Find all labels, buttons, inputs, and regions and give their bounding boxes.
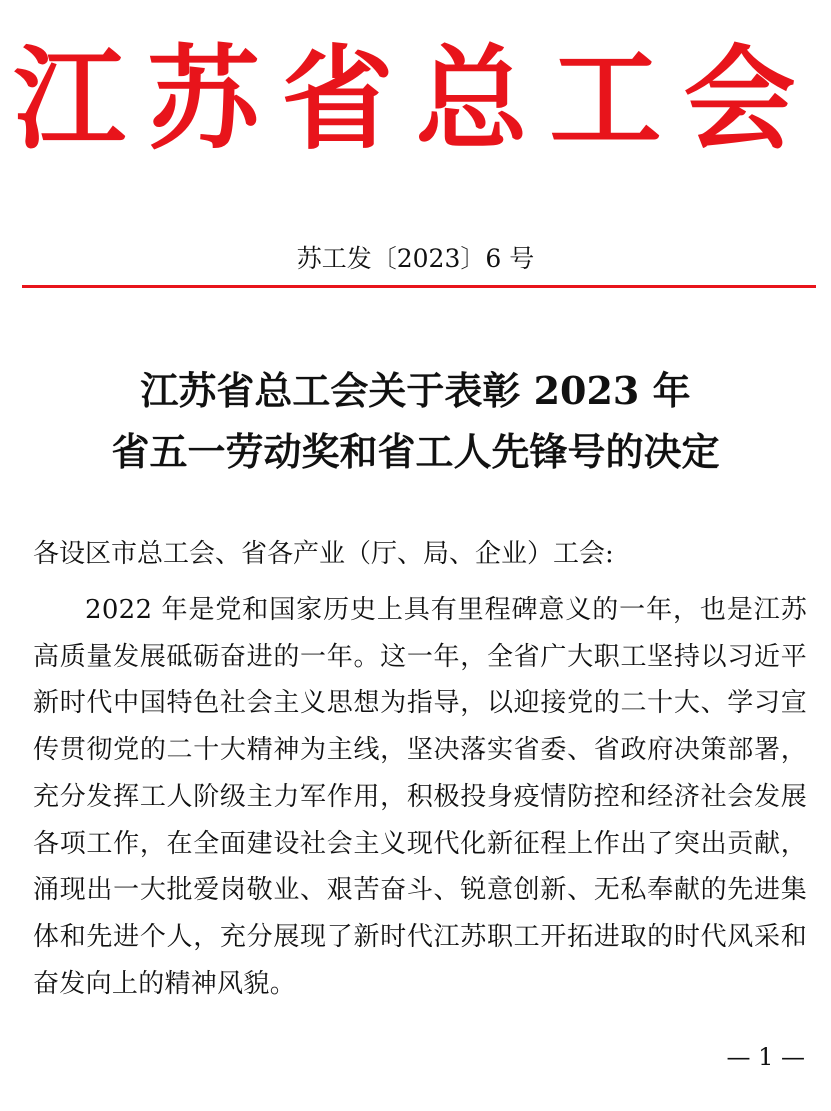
- body-paragraph: 2022 年是党和国家历史上具有里程碑意义的一年，也是江苏高质量发展砥砺奋进的一年。这一年，全省广大职工坚持以习近平新时代中国特色社会主义思想为指导，以迎接党的二十大、学习宣传贯彻党的二十大精神为主线，坚决落实省委、省政府决策部署，充分发挥工人阶级主力军作用，积极投身疫情防控和经济社会发展各项工作，在全面建设社会主义现代化新征程上作出了突出贡献，涌现出一大批爱岗敬业、艰苦奋斗、锐意创新、无私奉献的先进集体和先进个人，充分展现了新时代江苏职工开拓进取的时代风采和奋发向上的精神风貌。: [33, 595, 807, 999]
- page-number: — 1 —: [726, 1043, 805, 1071]
- red-divider-line: [22, 285, 816, 288]
- masthead-title: 江苏省总工会: [13, 34, 818, 165]
- document-title-line-1: 江苏省总工会关于表彰 2023 年: [140, 368, 691, 413]
- salutation: 各设区市总工会、省各产业（厅、局、企业）工会:: [33, 539, 614, 569]
- document-title-line-2: 省五一劳动奖和省工人先锋号的决定: [111, 429, 720, 474]
- document-number: 苏工发〔2023〕6 号: [296, 244, 535, 273]
